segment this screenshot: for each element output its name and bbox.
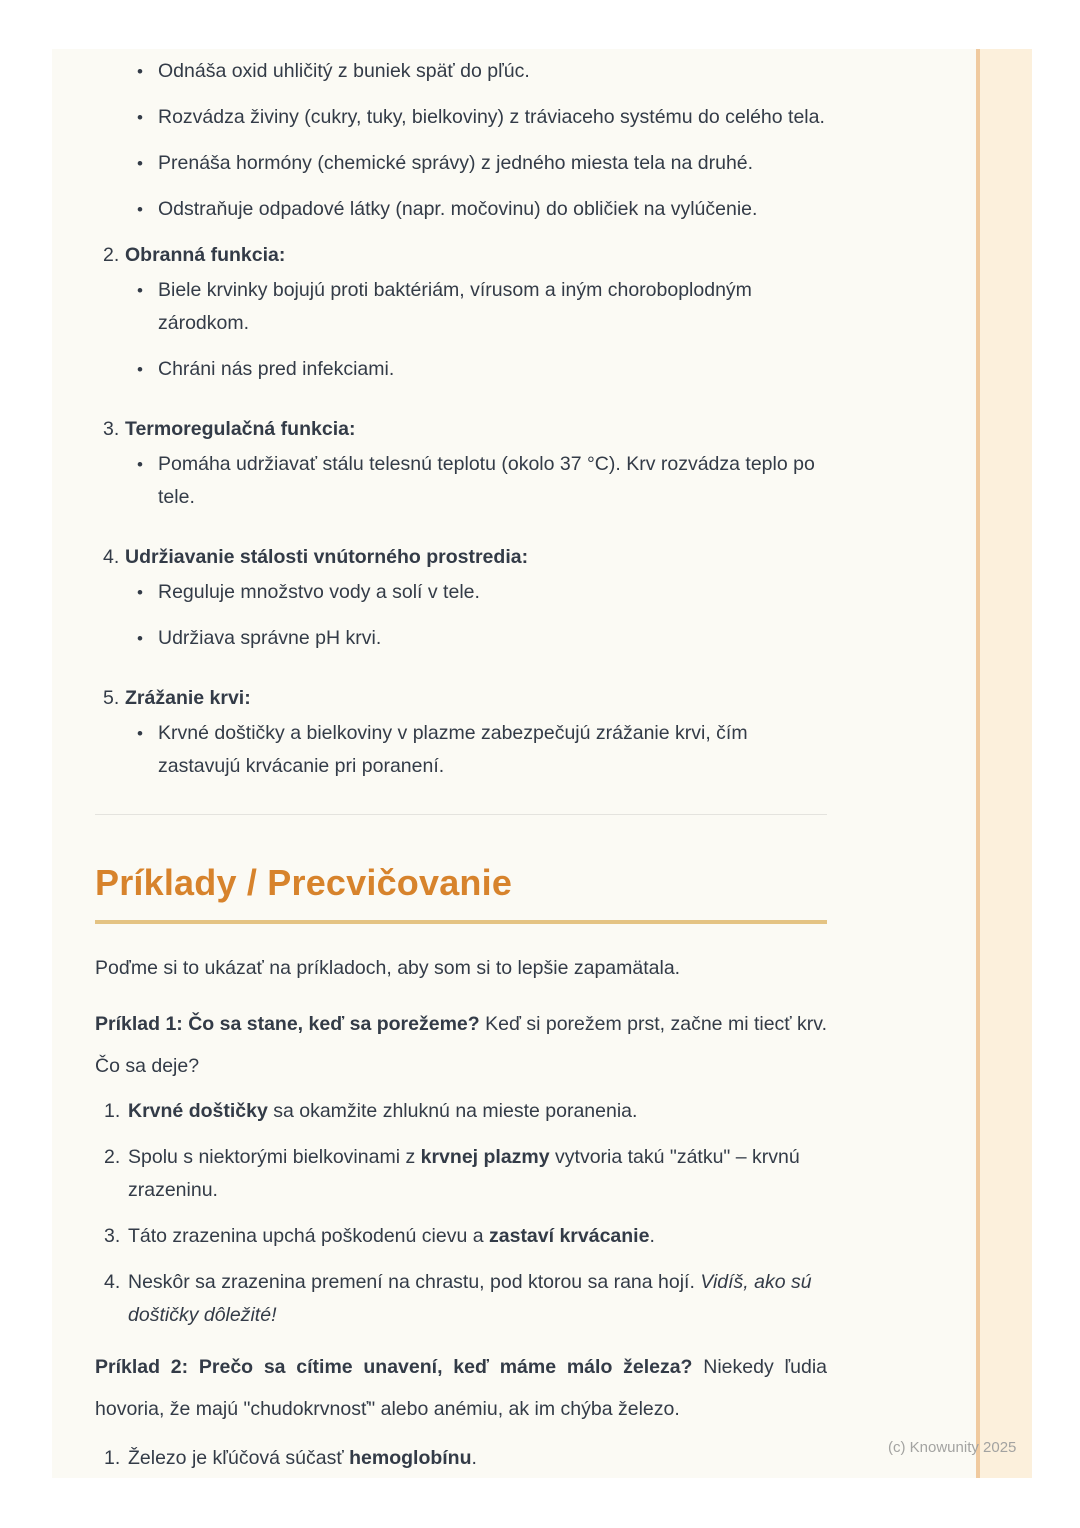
bullet-item <box>137 353 827 386</box>
bullet-text <box>158 576 827 609</box>
bullet-icon: • <box>137 724 143 743</box>
step-text <box>128 1095 827 1128</box>
function-bullet-list <box>125 717 827 783</box>
function-item <box>95 541 827 668</box>
function-title: Zrážanie krvi: <box>125 687 251 709</box>
list-number: 3. <box>104 1225 121 1247</box>
bullet-item <box>137 717 827 783</box>
text-segment: Pomáha udržiavať stálu telesnú teplotu (okolo 37 °C). Krv rozvádza teplo po tele. <box>158 453 815 508</box>
text-segment: zastaví krvácanie <box>489 1225 650 1247</box>
heading-underline <box>95 920 827 924</box>
function-item-body <box>125 413 827 527</box>
function-item-body <box>125 682 827 796</box>
bullet-item <box>137 147 827 180</box>
bullet-text <box>158 622 827 655</box>
function-title: Obranná funkcia: <box>125 244 286 266</box>
list-number: 5. <box>103 687 120 709</box>
text-segment: Biele krvinky bojujú proti baktériám, vírusom a iným choroboplodným zárodkom. <box>158 279 752 334</box>
bullet-text <box>158 193 827 226</box>
text-segment: . <box>471 1447 477 1469</box>
example2-lead-paragraph <box>95 1346 827 1430</box>
text-segment: Keď si porežem prst, začne mi tiecť krv. Čo sa deje? <box>95 1013 827 1077</box>
bullet-text <box>158 147 827 180</box>
step-item <box>95 1266 827 1332</box>
bullet-text <box>158 717 827 783</box>
text-segment: Chráni nás pred infekciami. <box>158 358 395 380</box>
bullet-item <box>137 274 827 340</box>
transport-function-bullet-list <box>95 55 827 226</box>
text-segment: Niekedy ľudia hovoria, že majú "chudokrvnosť" alebo anémiu, ak im chýba železo. <box>95 1356 827 1420</box>
bullet-item <box>137 101 827 134</box>
step-text <box>128 1266 827 1332</box>
bullet-icon: • <box>137 154 143 173</box>
bullet-icon: • <box>137 360 143 379</box>
section-divider <box>95 814 827 815</box>
list-number: 4. <box>103 546 120 568</box>
bullet-item <box>137 622 827 655</box>
text-segment: hemoglobínu <box>349 1447 472 1469</box>
list-number: 2. <box>104 1146 121 1168</box>
bullet-text <box>158 448 827 514</box>
text-segment: Spolu s niektorými bielkovinami z <box>128 1146 421 1168</box>
step-item <box>95 1220 827 1253</box>
function-bullet-list <box>125 576 827 655</box>
list-number: 1. <box>104 1447 121 1469</box>
text-segment: krvnej plazmy <box>420 1146 550 1168</box>
bullet-icon: • <box>137 108 143 127</box>
bullet-item <box>137 193 827 226</box>
bullet-item <box>137 576 827 609</box>
bullet-icon: • <box>137 281 143 300</box>
function-title: Termoregulačná funkcia: <box>125 418 356 440</box>
bullet-text <box>158 353 827 386</box>
example1-lead-paragraph <box>95 1003 827 1087</box>
list-number: 1. <box>104 1100 121 1122</box>
list-number: 2. <box>103 244 120 266</box>
step-item <box>95 1141 827 1207</box>
watermark: (c) Knowunity 2025 <box>888 1439 1017 1456</box>
list-number: 3. <box>103 418 120 440</box>
text-segment: Príklad 2: Prečo sa cítime unavení, keď máme málo železa? <box>95 1356 693 1378</box>
text-segment: Príklad 1: Čo sa stane, keď sa porežeme? <box>95 1013 480 1035</box>
text-segment: Odstraňuje odpadové látky (napr. močovinu) do obličiek na vylúčenie. <box>158 198 758 220</box>
section-intro-paragraph: Poďme si to ukázať na príkladoch, aby som si to lepšie zapamätala. <box>95 957 681 979</box>
step-item <box>95 1442 827 1475</box>
text-segment: Rozvádza živiny (cukry, tuky, bielkoviny) z tráviaceho systému do celého tela. <box>158 106 825 128</box>
step-item <box>95 1095 827 1128</box>
step-text <box>128 1442 827 1475</box>
bullet-icon: • <box>137 200 143 219</box>
example2-steps-list <box>95 1442 827 1475</box>
bullet-item <box>137 448 827 514</box>
function-item <box>95 413 827 527</box>
function-item <box>95 682 827 796</box>
text-segment: Vidíš, ako sú doštičky dôležité! <box>128 1271 812 1326</box>
function-item-body <box>125 541 827 668</box>
text-segment: Krvné doštičky a bielkoviny v plazme zabezpečujú zrážanie krvi, čím zastavujú krvácanie pri poranení. <box>158 722 748 777</box>
bullet-icon: • <box>137 455 143 474</box>
blood-functions-numbered-list <box>95 239 827 796</box>
bullet-text <box>158 101 827 134</box>
step-text <box>128 1141 827 1207</box>
document-content <box>95 55 827 1475</box>
function-bullet-list <box>125 448 827 514</box>
bullet-icon: • <box>137 629 143 648</box>
text-segment: sa okamžite zhluknú na mieste poranenia. <box>267 1100 638 1122</box>
text-segment: Krvné doštičky <box>128 1100 268 1122</box>
margin-strip <box>980 49 1032 1478</box>
text-segment: Táto zrazenina upchá poškodenú cievu a <box>128 1225 489 1247</box>
bullet-item <box>137 55 827 88</box>
function-bullet-list <box>125 274 827 386</box>
example1-steps-list <box>95 1095 827 1332</box>
list-number: 4. <box>104 1271 121 1293</box>
text-segment: Odnáša oxid uhličitý z buniek späť do pľúc. <box>158 60 530 82</box>
bullet-text <box>158 274 827 340</box>
bullet-icon: • <box>137 583 143 602</box>
document-page <box>52 49 976 1478</box>
function-item <box>95 239 827 399</box>
text-segment: Železo je kľúčová súčasť <box>128 1447 350 1469</box>
text-segment: Reguluje množstvo vody a solí v tele. <box>158 581 480 603</box>
text-segment: Udržiava správne pH krvi. <box>158 627 382 649</box>
bullet-text <box>158 55 827 88</box>
text-segment: Prenáša hormóny (chemické správy) z jedného miesta tela na druhé. <box>158 152 754 174</box>
bullet-icon: • <box>137 62 143 81</box>
function-title: Udržiavanie stálosti vnútorného prostredia: <box>125 546 529 568</box>
text-segment: Neskôr sa zrazenina premení na chrastu, pod ktorou sa rana hojí. <box>128 1271 701 1293</box>
function-item-body <box>125 239 827 399</box>
section-heading: Príklady / Precvičovanie <box>95 862 513 903</box>
text-segment: . <box>649 1225 655 1247</box>
text-segment: vytvoria takú "zátku" – krvnú zrazeninu. <box>128 1146 800 1201</box>
step-text <box>128 1220 827 1253</box>
